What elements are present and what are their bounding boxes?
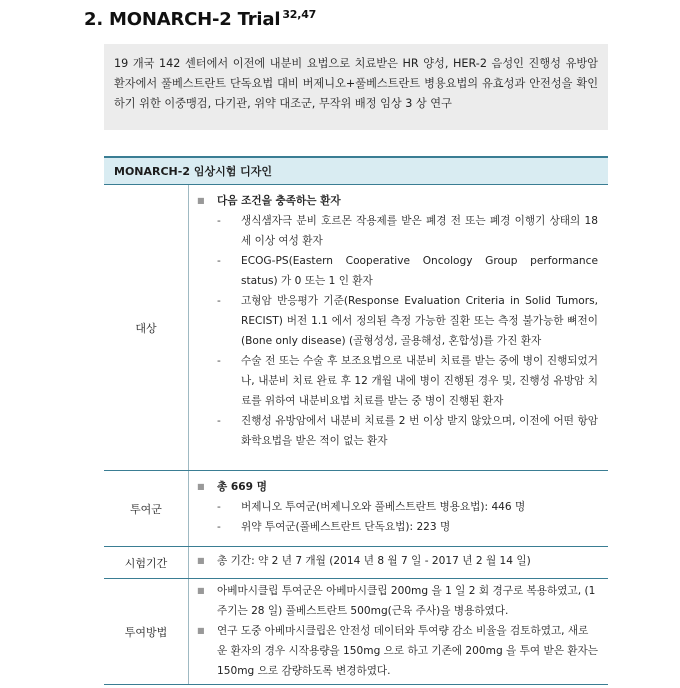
dash-text: 버제니오 투여군(버제니오와 풀베스트란트 병용요법): 446 명 <box>241 501 526 513</box>
section-title <box>84 8 316 30</box>
bullet-item <box>197 621 598 681</box>
summary-text: 19 개국 142 센터에서 이전에 내분비 요법으로 치료받은 HR 양성, HER-2 음성인 진행성 유방암 환자에서 풀베스트란트 단독요법 대비 버제니오+풀베스트란트 병용요법의 유효성과 안전성을 확인하기 위한 이중맹검, 다기관, 위약 대조군, 무작위 배정 임상 3 상 연구 <box>114 57 598 110</box>
dash-item <box>197 291 598 351</box>
bullet-item <box>197 551 598 571</box>
row-content <box>189 547 608 578</box>
square-bullet-icon: ■ <box>197 556 205 565</box>
bullet-text: 총 기간: 약 2 년 7 개월 (2014 년 8 월 7 일 - 2017 년 2 월 14 일) <box>217 555 531 567</box>
bullet-item <box>197 191 598 211</box>
dash-icon: - <box>217 255 221 267</box>
bullet-item <box>197 477 598 497</box>
bullet-text: 연구 도중 아베마시클립은 안전성 데이터와 투여량 감소 비율을 검토하였고, 새로운 환자의 경우 시작용량을 150mg 으로 하고 기존에 200mg 을 투여 받은 환자는 150mg 으로 감량하도록 변경하였다. <box>217 625 599 677</box>
bullet-item <box>197 581 598 621</box>
dash-text: 고형암 반응평가 기준(Response Evaluation Criteria in Solid Tumors, RECIST) 버전 1.1 에서 정의된 측정 가능한 질환 또는 측정 불가능한 뼈전이(Bone only disease) (골형성성, 골용해성, 혼합성)를 가진 환자 <box>241 295 598 347</box>
square-bullet-icon: ■ <box>197 586 205 595</box>
dash-text: 생식샘자극 분비 호르몬 작용제를 받은 폐경 전 또는 폐경 이행기 상태의 18 세 이상 여성 환자 <box>241 215 598 247</box>
row-label: 시험기간 <box>104 547 189 578</box>
row-label: 투여군 <box>104 471 189 546</box>
dash-text: 수술 전 또는 수술 후 보조요법으로 내분비 치료를 받는 중에 병이 진행되었거나, 내분비 치료 완료 후 12 개월 내에 병이 진행된 경우 및, 진행성 유방암 치료를 위하여 내분비요법 치료를 받는 중 병이 진행된 환자 <box>241 355 598 407</box>
dash-item <box>197 517 598 537</box>
row-label: 대상 <box>104 185 189 470</box>
dash-text: 위약 투여군(풀베스트란트 단독요법): 223 명 <box>241 521 451 533</box>
row-content <box>189 579 608 684</box>
table-row-subjects <box>104 185 608 471</box>
table-row-period <box>104 547 608 579</box>
dash-icon: - <box>217 355 221 367</box>
table-header: MONARCH-2 임상시험 디자인 <box>104 158 608 185</box>
dash-icon: - <box>217 215 221 227</box>
row-label: 투여방법 <box>104 579 189 684</box>
bullet-text: 총 669 명 <box>217 481 267 493</box>
dash-item <box>197 411 598 451</box>
dash-icon: - <box>217 501 221 513</box>
dash-item <box>197 251 598 291</box>
dash-text: 진행성 유방암에서 내분비 치료를 2 번 이상 받지 않았으며, 이전에 어떤 항암화학요법을 받은 적이 없는 환자 <box>241 415 598 447</box>
trial-design-table <box>104 156 608 685</box>
section-title-text: 2. MONARCH-2 Trial <box>84 9 281 30</box>
dash-text: ECOG-PS(Eastern Cooperative Oncology Group performance status) 가 0 또는 1 인 환자 <box>241 255 598 287</box>
dash-item <box>197 497 598 517</box>
square-bullet-icon: ■ <box>197 196 205 205</box>
row-content <box>189 471 608 546</box>
dash-item <box>197 351 598 411</box>
bullet-text: 아베마시클립 투여군은 아베마시클립 200mg 을 1 일 2 회 경구로 복용하였고, (1 주기는 28 일) 풀베스트란트 500mg(근육 주사)을 병용하였다. <box>217 585 596 617</box>
row-content <box>189 185 608 470</box>
dash-icon: - <box>217 415 221 427</box>
dash-icon: - <box>217 295 221 307</box>
square-bullet-icon: ■ <box>197 482 205 491</box>
dash-item <box>197 211 598 251</box>
table-row-groups <box>104 471 608 547</box>
title-reference: 32,47 <box>282 8 317 21</box>
table-row-administration <box>104 579 608 685</box>
bullet-text: 다음 조건을 충족하는 환자 <box>217 195 341 207</box>
summary-box <box>104 44 608 130</box>
square-bullet-icon: ■ <box>197 626 205 635</box>
dash-icon: - <box>217 521 221 533</box>
